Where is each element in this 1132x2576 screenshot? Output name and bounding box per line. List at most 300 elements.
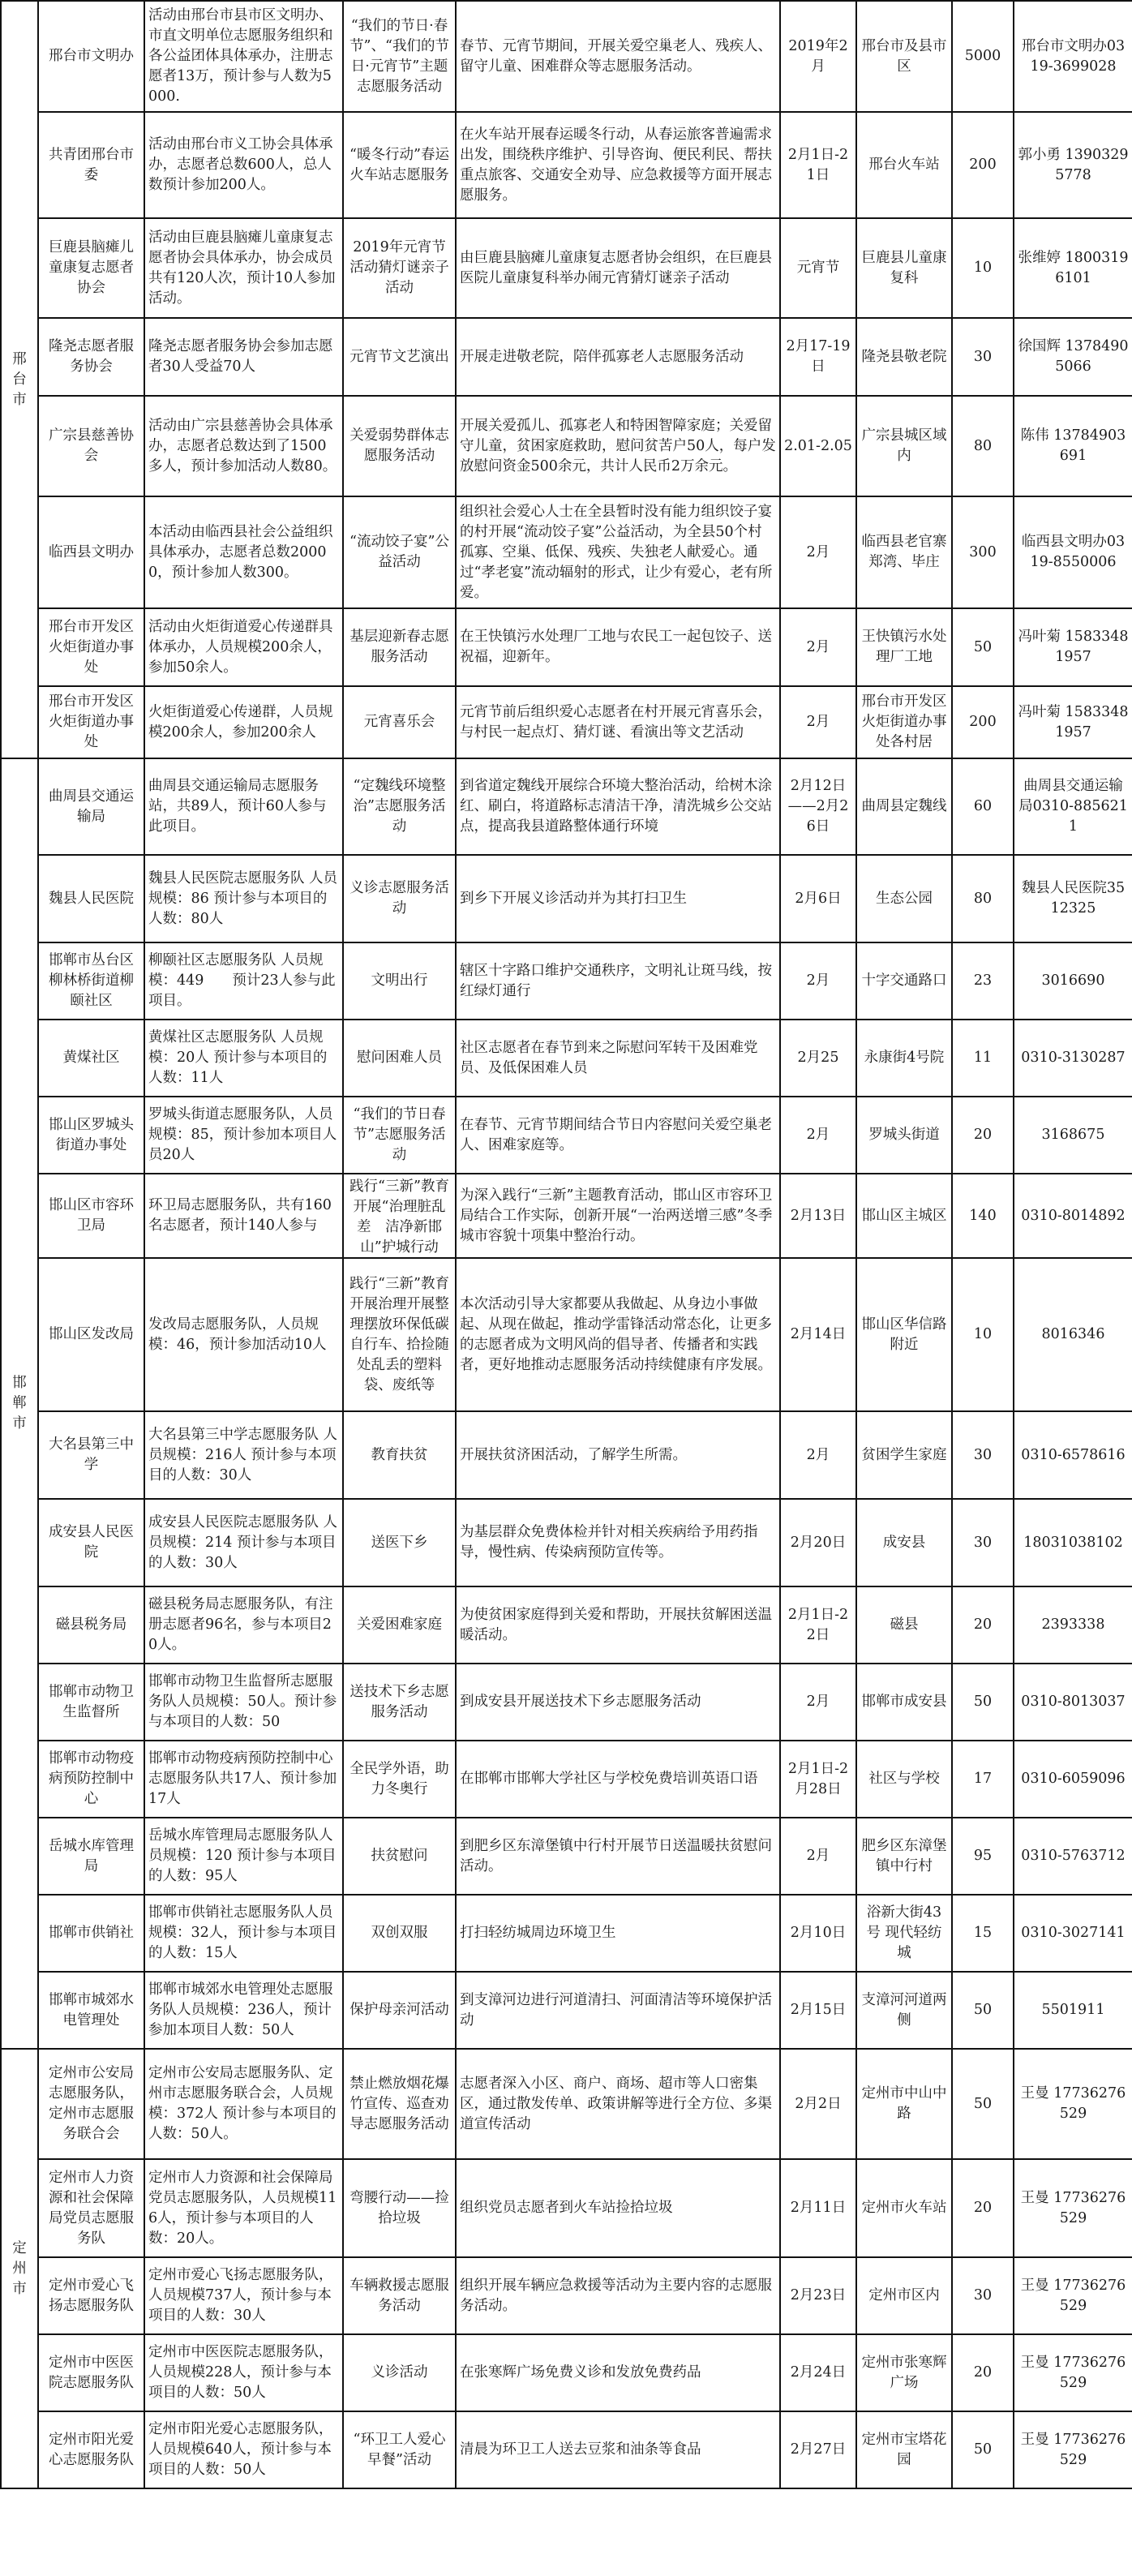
location-text: 邯山区主城区 — [861, 1207, 947, 1224]
activity-text: 车辆救援志愿服务活动 — [349, 2277, 449, 2314]
cell-organizer — [38, 2049, 144, 2159]
organizer-text: 磁县税务局 — [55, 1616, 127, 1633]
activity-text: 弯腰行动——捡拾垃圾 — [349, 2189, 449, 2226]
participants-text: 30 — [973, 2287, 993, 2303]
cell-location — [856, 608, 952, 686]
cell-organizer — [38, 1258, 144, 1411]
cell-organizer — [38, 1411, 144, 1499]
cell-participants — [952, 2257, 1014, 2334]
activity-text: 慰问困难人员 — [357, 1050, 442, 1066]
time-text: 2月20日 — [790, 1534, 847, 1551]
organizer-text: 定州市公安局志愿服务队，定州市志愿服务联合会 — [49, 2065, 134, 2142]
cell-location — [856, 1499, 952, 1586]
cell-activity — [343, 2159, 456, 2257]
location-text: 定州市张寒辉广场 — [861, 2354, 947, 2391]
table-row — [1, 1411, 1132, 1499]
organizer-text: 黄煤社区 — [62, 1050, 120, 1066]
time-text: 2月15日 — [790, 2002, 847, 2018]
participants-text: 30 — [973, 348, 993, 365]
participants-text: 80 — [973, 437, 993, 454]
cell-contact — [1014, 2257, 1132, 2334]
cell-team — [144, 942, 343, 1020]
cell-organizer — [38, 1174, 144, 1258]
cell-location — [856, 855, 952, 942]
cell-time — [780, 318, 856, 396]
contact-text: 0310-8013037 — [1021, 1694, 1126, 1710]
time-text: 2月 — [806, 1127, 830, 1143]
content-text: 到支漳河边进行河道清扫、河面清洁等环境保护活动 — [460, 1991, 772, 2029]
cell-organizer — [38, 608, 144, 686]
team-text: 罗城头街道志愿服务队，人员规模：85，预计参加本项目人员20人 — [148, 1106, 337, 1163]
cell-location — [856, 2411, 952, 2488]
content-text: 打扫轻纺城周边环境卫生 — [460, 1925, 616, 1941]
time-text: 2月 — [806, 543, 830, 560]
table-row — [1, 2334, 1132, 2411]
time-text: 2月25 — [797, 1050, 839, 1066]
cell-content — [456, 496, 780, 608]
activity-text: 元宵节文艺演出 — [349, 348, 449, 365]
participants-text: 80 — [973, 890, 993, 907]
contact-text: 0310-5763712 — [1021, 1848, 1126, 1864]
team-text: 活动由邢台市义工协会具体承办，志愿者总数600人，总人数预计参加200人。 — [148, 136, 333, 193]
time-text: 2月27日 — [790, 2441, 847, 2458]
cell-content — [456, 2049, 780, 2159]
time-text: 2月 — [806, 1446, 830, 1463]
content-text: 开展扶贫济困活动，了解学生所需。 — [460, 1446, 687, 1463]
cell-time — [780, 1097, 856, 1174]
location-text: 肥乡区东漳堡镇中行村 — [861, 1837, 947, 1874]
cell-time — [780, 1664, 856, 1741]
time-text: 2月1日-2月28日 — [787, 1760, 849, 1797]
table-row — [1, 1020, 1132, 1097]
team-text: 定州市人力资源和社会保障局党员志愿服务队，人员规模116人，预计参与本项目的人数：20人。 — [148, 2169, 337, 2247]
table-row — [1, 318, 1132, 396]
participants-text: 30 — [973, 1446, 993, 1463]
cell-time — [780, 2049, 856, 2159]
time-text: 2月2日 — [795, 2095, 842, 2112]
organizer-text: 定州市阳光爱心志愿服务队 — [49, 2431, 134, 2468]
time-text: 2月10日 — [790, 1925, 847, 1941]
cell-content — [456, 1586, 780, 1664]
table-body — [1, 1, 1132, 2488]
team-text: 邯郸市动物卫生监督所志愿服务队人员规模：50人。预计参与本项目的人数：50 — [148, 1673, 337, 1730]
cell-activity — [343, 318, 456, 396]
cell-location — [856, 1741, 952, 1818]
cell-contact — [1014, 2334, 1132, 2411]
cell-team — [144, 1741, 343, 1818]
organizer-text: 邯郸市供销社 — [49, 1925, 134, 1941]
activity-text: 义诊志愿服务活动 — [349, 880, 449, 917]
participants-text: 200 — [969, 714, 997, 730]
team-text: 曲周县交通运输局志愿服务站，共89人，预计60人参与此项目。 — [148, 778, 327, 835]
cell-content — [456, 855, 780, 942]
participants-text: 5000 — [964, 48, 1001, 64]
cell-participants — [952, 496, 1014, 608]
organizer-text: 共青团邢台市委 — [49, 146, 134, 183]
cell-organizer — [38, 1895, 144, 1972]
cell-content — [456, 2257, 780, 2334]
cell-contact — [1014, 1818, 1132, 1895]
organizer-text: 广宗县慈善协会 — [49, 427, 134, 464]
cell-participants — [952, 2049, 1014, 2159]
cell-content — [456, 318, 780, 396]
contact-text: 0310-6059096 — [1021, 1771, 1126, 1787]
cell-contact — [1014, 396, 1132, 496]
team-text: 邯郸市供销社志愿服务队人员规模：32人，预计参与本项目的人数：15人 — [148, 1904, 337, 1961]
cell-team — [144, 2257, 343, 2334]
cell-contact — [1014, 1258, 1132, 1411]
table-row — [1, 1741, 1132, 1818]
time-text: 2月17-19日 — [786, 338, 851, 375]
location-text: 生态公园 — [876, 890, 933, 907]
organizer-text: 巨鹿县脑瘫儿童康复志愿者协会 — [49, 239, 134, 296]
contact-text: 2393338 — [1041, 1616, 1105, 1633]
organizer-text: 邢台市开发区火炬街道办事处 — [49, 618, 134, 676]
cell-team — [144, 1586, 343, 1664]
cell-activity — [343, 1664, 456, 1741]
location-text: 邢台市开发区火炬街道办事处各村居 — [861, 693, 947, 750]
cell-location — [856, 496, 952, 608]
cell-contact — [1014, 1586, 1132, 1664]
cell-participants — [952, 1411, 1014, 1499]
cell-participants — [952, 758, 1014, 855]
content-text: 元宵节前后组织爱心志愿者在村开展元宵喜乐会，与村民一起点灯、猜灯谜、看演出等文艺活动 — [460, 703, 772, 741]
table-row — [1, 2159, 1132, 2257]
contact-text: 王曼 17736276529 — [1020, 2085, 1126, 2122]
content-text: 社区志愿者在春节到来之际慰问军转干及困难党员、及低保困难人员 — [460, 1039, 758, 1076]
time-text: 2月1日-22日 — [787, 1606, 849, 1643]
cell-location — [856, 218, 952, 318]
location-text: 王快镇污水处理厂工地 — [861, 629, 947, 665]
activity-text: “我们的节日·春节”、“我们的节日·元宵节”主题志愿服务活动 — [349, 17, 449, 95]
cell-time — [780, 758, 856, 855]
activity-text: 义诊活动 — [371, 2364, 428, 2381]
contact-text: 冯叶菊 15833481957 — [1018, 629, 1129, 665]
contact-text: 王曼 17736276529 — [1020, 2354, 1126, 2391]
cell-organizer — [38, 318, 144, 396]
content-text: 组织党员志愿者到火车站捡拾垃圾 — [460, 2200, 673, 2216]
cell-activity — [343, 608, 456, 686]
time-text: 2月 — [806, 1848, 830, 1864]
cell-content — [456, 758, 780, 855]
cell-participants — [952, 1972, 1014, 2049]
cell-activity — [343, 1499, 456, 1586]
cell-activity — [343, 2257, 456, 2334]
time-text: 2月13日 — [790, 1207, 847, 1224]
cell-contact — [1014, 758, 1132, 855]
cell-organizer — [38, 2411, 144, 2488]
team-text: 发改局志愿服务队，人员规模：46，预计参加活动10人 — [148, 1316, 327, 1353]
activity-text: “我们的节日春节”志愿服务活动 — [353, 1106, 446, 1163]
cell-activity — [343, 686, 456, 758]
participants-text: 200 — [969, 157, 997, 173]
cell-organizer — [38, 942, 144, 1020]
cell-contact — [1014, 855, 1132, 942]
cell-contact — [1014, 1741, 1132, 1818]
cell-contact — [1014, 608, 1132, 686]
activity-text: 2019年元宵节活动猜灯谜亲子活动 — [349, 239, 449, 296]
participants-text: 20 — [973, 2364, 993, 2381]
organizer-text: 邯郸市丛台区柳林桥街道柳颐社区 — [49, 952, 134, 1009]
cell-team — [144, 2411, 343, 2488]
table-row — [1, 1499, 1132, 1586]
content-text: 到省道定魏线开展综合环境大整治活动，给树木涂红、刷白，将道路标志清洁干净，清洗城乡公交站点，提高我县道路整体通行环境 — [460, 778, 772, 835]
team-text: 成安县人民医院志愿服务队 人员规模：214 预计参与本项目的人数：30人 — [148, 1513, 338, 1571]
cell-participants — [952, 1586, 1014, 1664]
location-text: 定州市火车站 — [861, 2200, 947, 2216]
cell-activity — [343, 112, 456, 218]
cell-organizer — [38, 1020, 144, 1097]
activity-text: 送医下乡 — [371, 1534, 428, 1551]
organizer-text: 邯山区罗城头街道办事处 — [49, 1116, 134, 1153]
cell-time — [780, 1411, 856, 1499]
location-text: 罗城头街道 — [868, 1127, 940, 1143]
cell-team — [144, 608, 343, 686]
participants-text: 23 — [973, 972, 993, 989]
cell-participants — [952, 1174, 1014, 1258]
content-text: 由巨鹿县脑瘫儿童康复志愿者协会组织，在巨鹿县医院儿童康复科举办闹元宵猜灯谜亲子活动 — [460, 249, 772, 286]
content-text: 在春节、元宵节期间结合节日内容慰问关爱空巢老人、困难家庭等。 — [460, 1116, 772, 1153]
time-text: 2.01-2.05 — [784, 437, 852, 454]
cell-team — [144, 396, 343, 496]
organizer-text: 邯郸市动物疫病预防控制中心 — [49, 1750, 134, 1807]
location-text: 隆尧县敬老院 — [861, 348, 947, 365]
activity-text: 禁止燃放烟花爆竹宣传、巡查劝导志愿服务活动 — [349, 2075, 449, 2132]
cell-contact — [1014, 686, 1132, 758]
table-row — [1, 218, 1132, 318]
cell-activity — [343, 218, 456, 318]
location-text: 临西县老官寨郑湾、毕庄 — [861, 534, 947, 570]
organizer-text: 邢台市文明办 — [49, 48, 134, 64]
cell-time — [780, 2334, 856, 2411]
cell-contact — [1014, 2159, 1132, 2257]
time-text: 元宵节 — [796, 260, 840, 276]
time-text: 2月14日 — [790, 1326, 847, 1342]
content-text: 春节、元宵节期间，开展关爱空巢老人、残疾人、留守儿童、困难群众等志愿服务活动。 — [460, 37, 772, 75]
participants-text: 95 — [973, 1848, 993, 1864]
cell-location — [856, 1174, 952, 1258]
organizer-text: 邯郸市城郊水电管理处 — [49, 1991, 134, 2029]
cell-content — [456, 1, 780, 112]
time-text: 2月23日 — [790, 2287, 847, 2303]
cell-participants — [952, 686, 1014, 758]
cell-time — [780, 1258, 856, 1411]
cell-location — [856, 2334, 952, 2411]
cell-contact — [1014, 1, 1132, 112]
content-text: 为基层群众免费体检并针对相关疾病给予用药指导，慢性病、传染病预防宣传等。 — [460, 1524, 758, 1561]
region-name: 邢台市 — [12, 350, 27, 408]
cell-time — [780, 1818, 856, 1895]
cell-content — [456, 942, 780, 1020]
location-text: 定州市宝塔花园 — [861, 2431, 947, 2468]
cell-time — [780, 2159, 856, 2257]
team-text: 定州市爱心飞扬志愿服务队，人员规模737人，预计参与本项目的人数：30人 — [148, 2267, 333, 2324]
table-row — [1, 112, 1132, 218]
participants-text: 20 — [973, 2200, 993, 2216]
region-name: 定州市 — [12, 2239, 27, 2297]
cell-time — [780, 1020, 856, 1097]
cell-team — [144, 1818, 343, 1895]
cell-organizer — [38, 1097, 144, 1174]
table-row — [1, 396, 1132, 496]
team-text: 活动由巨鹿县脑瘫儿童康复志愿者协会具体承办，协会成员共有120人次，预计10人参加活动。 — [148, 229, 336, 307]
organizer-text: 定州市爱心飞扬志愿服务队 — [49, 2277, 134, 2314]
content-text: 清晨为环卫工人送去豆浆和油条等食品 — [460, 2441, 701, 2458]
table-row — [1, 1, 1132, 112]
contact-text: 8016346 — [1041, 1326, 1105, 1342]
team-text: 活动由邢台市县市区文明办、市直文明单位志愿服务组织和各公益团体具体承办，注册志愿者13万，预计参与人数为5000. — [148, 7, 333, 105]
time-text: 2月24日 — [790, 2364, 847, 2381]
cell-time — [780, 1586, 856, 1664]
activity-text: 践行“三新”教育开展“治理脏乱差 洁净新邯山”护城行动 — [349, 1179, 449, 1255]
content-text: 组织社会爱心人士在全县暂时没有能力组织饺子宴的村开展“流动饺子宴”公益活动，为全县50个村孤寡、空巢、低保、残疾、失独老人献爱心。通过“孝老宴”流动辐射的形式，让少有爱心，老有所爱。 — [460, 503, 773, 601]
cell-time — [780, 855, 856, 942]
region-label — [1, 758, 38, 2049]
cell-organizer — [38, 112, 144, 218]
time-text: 2月12日——2月26日 — [787, 778, 849, 835]
table-row — [1, 1895, 1132, 1972]
participants-text: 10 — [973, 1326, 993, 1342]
location-text: 社区与学校 — [868, 1771, 940, 1787]
table-row — [1, 496, 1132, 608]
organizer-text: 定州市人力资源和社会保障局党员志愿服务队 — [49, 2169, 134, 2247]
location-text: 支漳河河道两侧 — [861, 1991, 947, 2029]
region-label — [1, 2049, 38, 2488]
cell-activity — [343, 2334, 456, 2411]
cell-activity — [343, 2049, 456, 2159]
cell-content — [456, 218, 780, 318]
cell-activity — [343, 1, 456, 112]
cell-organizer — [38, 496, 144, 608]
cell-content — [456, 1664, 780, 1741]
cell-participants — [952, 2159, 1014, 2257]
cell-time — [780, 1741, 856, 1818]
time-text: 2月 — [806, 1694, 830, 1710]
table-row — [1, 2049, 1132, 2159]
cell-participants — [952, 1741, 1014, 1818]
cell-activity — [343, 496, 456, 608]
cell-team — [144, 112, 343, 218]
participants-text: 300 — [969, 543, 997, 560]
cell-content — [456, 1895, 780, 1972]
cell-time — [780, 218, 856, 318]
cell-contact — [1014, 1174, 1132, 1258]
contact-text: 3168675 — [1041, 1127, 1105, 1143]
location-text: 邯郸市成安县 — [861, 1694, 947, 1710]
content-text: 为深入践行“三新”主题教育活动，邯山区市容环卫局结合工作实际，创新开展“一治两送增三感”冬季城市容貌十项集中整治行动。 — [460, 1187, 773, 1244]
cell-organizer — [38, 396, 144, 496]
cell-time — [780, 1499, 856, 1586]
contact-text: 郭小勇 13903295778 — [1018, 146, 1129, 183]
activity-text: 关爱困难家庭 — [357, 1616, 442, 1633]
content-text: 在火车站开展春运暖冬行动，从春运旅客普遍需求出发，围绕秩序维护、引导咨询、便民利民、帮扶重点旅客、交通安全劝导、应急救援等方面开展志愿服务。 — [460, 126, 772, 204]
cell-organizer — [38, 1, 144, 112]
team-text: 邯郸市城郊水电管理处志愿服务队人员规模：236人，预计参加本项目人数：50人 — [148, 1981, 333, 2038]
participants-text: 30 — [973, 1534, 993, 1551]
region-name: 邯郸市 — [12, 1375, 27, 1432]
activity-text: 双创双服 — [371, 1925, 428, 1941]
cell-participants — [952, 318, 1014, 396]
cell-contact — [1014, 1097, 1132, 1174]
participants-text: 60 — [973, 798, 993, 814]
cell-location — [856, 758, 952, 855]
cell-location — [856, 2159, 952, 2257]
activity-text: 保护母亲河活动 — [349, 2002, 449, 2018]
cell-participants — [952, 1, 1014, 112]
cell-time — [780, 1174, 856, 1258]
cell-activity — [343, 2411, 456, 2488]
table-row — [1, 942, 1132, 1020]
cell-team — [144, 496, 343, 608]
cell-time — [780, 396, 856, 496]
cell-team — [144, 218, 343, 318]
cell-content — [456, 1818, 780, 1895]
cell-organizer — [38, 1499, 144, 1586]
table-row — [1, 608, 1132, 686]
cell-contact — [1014, 1020, 1132, 1097]
team-text: 定州市阳光爱心志愿服务队，人员规模640人，预计参与本项目的人数：50人 — [148, 2421, 333, 2478]
activity-text: 送技术下乡志愿服务活动 — [349, 1683, 449, 1720]
team-text: 黄煤社区志愿服务队 人员规模：20人 预计参与本项目的人数：11人 — [148, 1029, 328, 1086]
cell-contact — [1014, 942, 1132, 1020]
cell-activity — [343, 1174, 456, 1258]
cell-participants — [952, 942, 1014, 1020]
cell-content — [456, 1411, 780, 1499]
cell-content — [456, 396, 780, 496]
participants-text: 10 — [973, 260, 993, 276]
cell-content — [456, 1258, 780, 1411]
content-text: 辖区十字路口维护交通秩序，文明礼让斑马线，按红绿灯通行 — [460, 962, 772, 999]
time-text: 2月6日 — [795, 890, 842, 907]
participants-text: 11 — [973, 1050, 993, 1066]
cell-organizer — [38, 2334, 144, 2411]
cell-location — [856, 396, 952, 496]
cell-participants — [952, 1258, 1014, 1411]
cell-participants — [952, 1499, 1014, 1586]
organizer-text: 大名县第三中学 — [49, 1436, 134, 1473]
cell-time — [780, 1, 856, 112]
activity-text: 基层迎新春志愿服务活动 — [349, 629, 449, 665]
cell-activity — [343, 855, 456, 942]
time-text: 2月 — [806, 714, 830, 730]
location-text: 成安县 — [882, 1534, 926, 1551]
contact-text: 0310-8014892 — [1021, 1207, 1126, 1224]
team-text: 定州市中医医院志愿服务队，人员规模228人，预计参与本项目的人数：50人 — [148, 2344, 333, 2401]
organizer-text: 临西县文明办 — [49, 543, 134, 560]
cell-team — [144, 758, 343, 855]
cell-contact — [1014, 1664, 1132, 1741]
location-text: 广宗县城区域内 — [861, 427, 947, 464]
team-text: 定州市公安局志愿服务队、定州市志愿服务联合会，人员规模：372人 预计参与本项目的人数：50人。 — [148, 2065, 337, 2142]
cell-activity — [343, 1020, 456, 1097]
contact-text: 0310-3130287 — [1021, 1050, 1126, 1066]
cell-content — [456, 1097, 780, 1174]
cell-location — [856, 1258, 952, 1411]
cell-location — [856, 1020, 952, 1097]
cell-participants — [952, 855, 1014, 942]
time-text: 2019年2月 — [788, 37, 848, 75]
activity-text: 扶贫慰问 — [371, 1848, 428, 1864]
cell-activity — [343, 1097, 456, 1174]
organizer-text: 邯山区发改局 — [49, 1326, 134, 1342]
cell-participants — [952, 396, 1014, 496]
cell-content — [456, 2159, 780, 2257]
location-text: 磁县 — [890, 1616, 919, 1633]
contact-text: 王曼 17736276529 — [1020, 2189, 1126, 2226]
contact-text: 0310-6578616 — [1021, 1446, 1126, 1463]
contact-text: 张维婷 18003196101 — [1018, 249, 1129, 286]
content-text: 在王快镇污水处理厂工地与农民工一起包饺子、送祝福，迎新年。 — [460, 629, 772, 665]
